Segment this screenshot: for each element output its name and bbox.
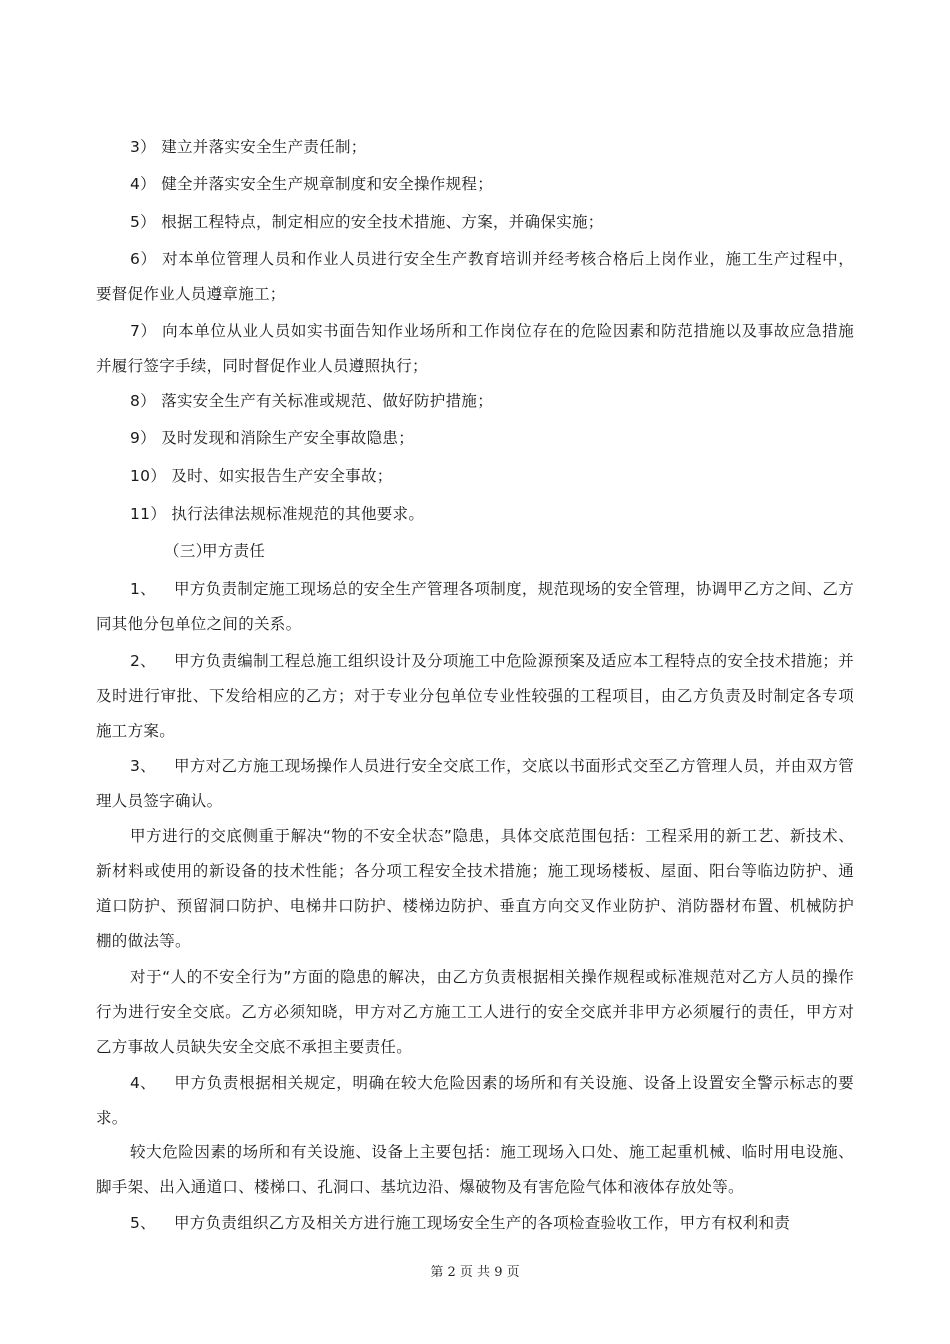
list-item: 7） 向本单位从业人员如实书面告知作业场所和工作岗位存在的危险因素和防范措施以及事故应急措施并履行签字手续，同时督促作业人员遵照执行；: [96, 322, 854, 375]
section-title: 甲方责任: [202, 542, 266, 560]
page-footer: 第 2 页 共 9 页: [430, 1265, 520, 1280]
body-paragraph: 对于“人的不安全行为”方面的隐患的解决，由乙方负责根据相关操作规程或标准规范对乙方人员的操作行为进行安全交底。乙方必须知晓，甲方对乙方施工工人进行的安全交底并非甲方必须履行的责任，甲方对乙方事故人员缺失安全交底不承担主要责任。: [96, 968, 854, 1056]
clause-number: 1、: [130, 580, 156, 598]
section-number: （三）: [164, 542, 212, 560]
body-paragraph: 较大危险因素的场所和有关设施、设备上主要包括：施工现场入口处、施工起重机械、临时用电设施、脚手架、出入通道口、楼梯口、孔洞口、基坑边沿、爆破物及有害危险气体和液体存放处等。: [96, 1143, 854, 1196]
clause: [96, 1066, 854, 1136]
list-item: 3） 建立并落实安全生产责任制；: [130, 138, 367, 156]
list-item: 9） 及时发现和消除生产安全事故隐患；: [130, 429, 414, 447]
body-paragraph: 甲方进行的交底侧重于解决“物的不安全状态”隐患，具体交底范围包括：工程采用的新工艺、新技术、新材料或使用的新设备的技术性能；各分项工程安全技术措施；施工现场楼板、屋面、阳台等临边防护、通道口防护、预留洞口防护、电梯井口防护、楼梯边防护、垂直方向交叉作业防护、消防器材布置、机械防护棚的做法等。: [96, 827, 854, 950]
clause-text: 甲方对乙方施工现场操作人员进行安全交底工作，交底以书面形式交至乙方管理人员，并由双方管理人员签字确认。: [96, 757, 854, 810]
clause-text: 甲方负责编制工程总施工组织设计及分项施工中危险源预案及适应本工程特点的安全技术措施；并及时进行审批、下发给相应的乙方；对于专业分包单位专业性较强的工程项目，由乙方负责及时制定各专项施工方案。: [96, 652, 854, 740]
list-item: 5） 根据工程特点，制定相应的安全技术措施、方案，并确保实施；: [130, 213, 604, 231]
list-item: 8） 落实安全生产有关标准或规范、做好防护措施；: [130, 392, 493, 410]
list-item: 10） 及时、如实报告生产安全事故；: [130, 467, 393, 485]
list-item: 11） 执行法律法规标准规范的其他要求。: [130, 505, 425, 523]
clause: [96, 644, 854, 749]
clause-number: 5、: [130, 1214, 156, 1232]
clause-number: 3、: [130, 757, 156, 775]
clause: [96, 1206, 854, 1241]
list-item: 6） 对本单位管理人员和作业人员进行安全生产教育培训并经考核合格后上岗作业，施工生产过程中，要督促作业人员遵章施工；: [96, 250, 854, 303]
clause: [96, 749, 854, 819]
clause-number: 2、: [130, 652, 156, 670]
section-heading: [96, 534, 854, 569]
list-item: 4） 健全并落实安全生产规章制度和安全操作规程；: [130, 175, 493, 193]
clause-number: 4、: [130, 1074, 156, 1092]
clause-text: 甲方负责制定施工现场总的安全生产管理各项制度，规范现场的安全管理，协调甲乙方之间、乙方同其他分包单位之间的关系。: [96, 580, 854, 633]
clause-text: 甲方负责根据相关规定，明确在较大危险因素的场所和有关设施、设备上设置安全警示标志的要求。: [96, 1074, 854, 1127]
clause: [96, 572, 854, 642]
clause-text: 甲方负责组织乙方及相关方进行施工现场安全生产的各项检查验收工作，甲方有权利和责: [174, 1214, 791, 1232]
